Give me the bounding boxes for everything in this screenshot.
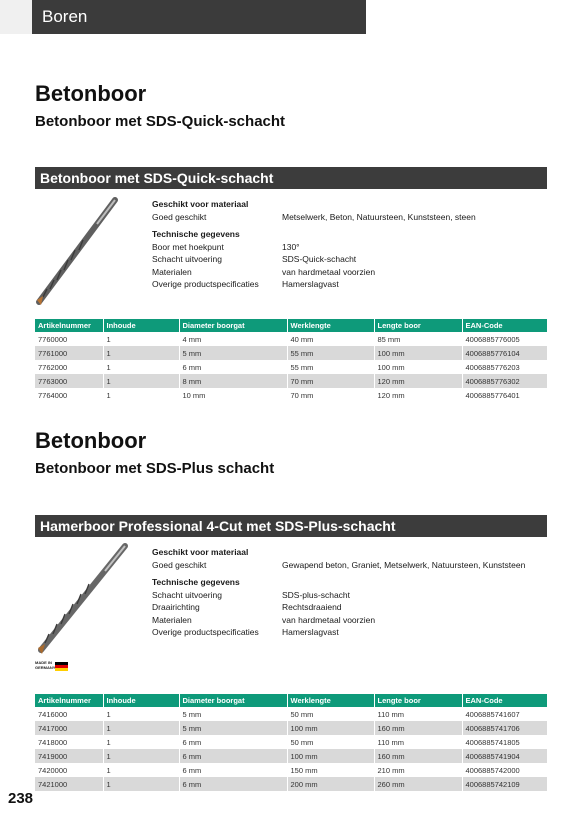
cell-article: 7764000 — [35, 388, 103, 402]
cell-article: 7761000 — [35, 346, 103, 360]
cell-diameter: 6 mm — [179, 777, 287, 791]
cell-drill-length: 210 mm — [374, 763, 462, 777]
cell-diameter: 8 mm — [179, 374, 287, 388]
col-header-contents: Inhoude — [103, 319, 179, 332]
table-row — [35, 346, 547, 360]
spec-key: Overige productspecificaties — [152, 279, 259, 289]
cell-contents: 1 — [103, 735, 179, 749]
spec-row — [152, 601, 552, 614]
cell-diameter: 5 mm — [179, 707, 287, 721]
spec-key: Schacht uitvoering — [152, 254, 222, 264]
made-in-text: MADE IN — [35, 660, 52, 665]
spec-value: Hamerslagvast — [282, 279, 339, 289]
section1-title: Betonboor — [35, 81, 147, 106]
table-row — [35, 332, 547, 346]
cell-ean: 4006885741706 — [462, 721, 547, 735]
cell-article: 7763000 — [35, 374, 103, 388]
spec-value: SDS-plus-schacht — [282, 589, 351, 600]
cell-drill-length: 110 mm — [374, 707, 462, 721]
section2-specs — [152, 546, 552, 639]
spec-row — [152, 278, 552, 291]
cell-drill-length: 120 mm — [374, 374, 462, 388]
cell-contents: 1 — [103, 388, 179, 402]
cell-article: 7417000 — [35, 721, 103, 735]
drill-bit-image — [35, 192, 147, 310]
spec-row — [152, 253, 552, 266]
cell-contents: 1 — [103, 749, 179, 763]
spec-row — [152, 614, 552, 627]
cell-article: 7762000 — [35, 360, 103, 374]
spec-row — [152, 241, 552, 254]
section2-article-table — [35, 694, 547, 791]
spec-value: Hamerslagvast — [282, 627, 339, 637]
cell-drill-length: 160 mm — [374, 749, 462, 763]
table-row — [35, 749, 547, 763]
spec-key: Overige productspecificaties — [152, 627, 259, 637]
german-flag-icon — [55, 662, 68, 671]
section1-subtitle: Betonboor met SDS-Quick-schacht — [35, 113, 286, 130]
col-header-working-length: Werklengte — [287, 694, 374, 707]
cell-working-length: 150 mm — [287, 763, 374, 777]
col-header-diameter: Diameter boorgat — [179, 319, 287, 332]
table-header-row — [35, 694, 547, 707]
tech-heading: Technische gegevens — [152, 576, 240, 587]
spec-row — [152, 211, 552, 224]
cell-contents: 1 — [103, 763, 179, 777]
table-row — [35, 721, 547, 735]
cell-drill-length: 120 mm — [374, 388, 462, 402]
cell-contents: 1 — [103, 777, 179, 791]
spec-key: Materialen — [152, 614, 192, 625]
cell-contents: 1 — [103, 721, 179, 735]
cell-ean: 4006885742000 — [462, 763, 547, 777]
col-header-contents: Inhoude — [103, 694, 179, 707]
germany-text: GERMANY — [35, 664, 56, 670]
spec-key: Goed geschikt — [152, 212, 207, 222]
cell-contents: 1 — [103, 346, 179, 360]
cell-diameter: 6 mm — [179, 735, 287, 749]
cell-diameter: 10 mm — [179, 388, 287, 402]
cell-article: 7418000 — [35, 735, 103, 749]
spec-key: Boor met hoekpunt — [152, 241, 224, 252]
cell-ean: 4006885776203 — [462, 360, 547, 374]
cell-contents: 1 — [103, 374, 179, 388]
col-header-drill-length: Lengte boor — [374, 694, 462, 707]
spec-value: 130° — [282, 241, 300, 252]
spec-row — [152, 626, 552, 639]
cell-diameter: 5 mm — [179, 721, 287, 735]
cell-ean: 4006885776104 — [462, 346, 547, 360]
cell-drill-length: 110 mm — [374, 735, 462, 749]
cell-diameter: 6 mm — [179, 360, 287, 374]
cell-ean: 4006885776005 — [462, 332, 547, 346]
col-header-article: Artikelnummer — [35, 694, 103, 707]
section2-subtitle: Betonboor met SDS-Plus schacht — [35, 460, 275, 477]
col-header-working-length: Werklengte — [287, 319, 374, 332]
cell-article: 7421000 — [35, 777, 103, 791]
cell-contents: 1 — [103, 332, 179, 346]
section1-article-table — [35, 319, 547, 402]
section2-product-bar: Hamerboor Professional 4-Cut met SDS-Plus-schacht — [35, 515, 547, 537]
table-row — [35, 388, 547, 402]
cell-drill-length: 85 mm — [374, 332, 462, 346]
cell-drill-length: 160 mm — [374, 721, 462, 735]
table-row — [35, 374, 547, 388]
spec-value: van hardmetaal voorzien — [282, 266, 376, 277]
cell-diameter: 6 mm — [179, 763, 287, 777]
spec-row — [152, 266, 552, 279]
table-row — [35, 777, 547, 791]
spec-key: Materialen — [152, 266, 192, 277]
cell-diameter: 6 mm — [179, 749, 287, 763]
spec-row — [152, 559, 552, 572]
table-row — [35, 360, 547, 374]
cell-drill-length: 100 mm — [374, 360, 462, 374]
section2-title: Betonboor — [35, 428, 147, 453]
spec-value: Metselwerk, Beton, Natuursteen, Kunststeen, steen — [282, 212, 476, 222]
cell-working-length: 70 mm — [287, 374, 374, 388]
col-header-ean: EAN-Code — [462, 319, 547, 332]
page-number: 238 — [8, 790, 34, 807]
cell-ean: 4006885741904 — [462, 749, 547, 763]
cell-ean: 4006885776302 — [462, 374, 547, 388]
cell-ean: 4006885776401 — [462, 388, 547, 402]
cell-working-length: 55 mm — [287, 360, 374, 374]
table-header-row — [35, 319, 547, 332]
chapter-tab: Boren — [32, 0, 366, 34]
cell-drill-length: 260 mm — [374, 777, 462, 791]
col-header-ean: EAN-Code — [462, 694, 547, 707]
cell-contents: 1 — [103, 707, 179, 721]
cell-contents: 1 — [103, 360, 179, 374]
cell-working-length: 200 mm — [287, 777, 374, 791]
suitable-heading: Geschikt voor materiaal — [152, 547, 249, 557]
table-row — [35, 763, 547, 777]
spec-value: SDS-Quick-schacht — [282, 254, 357, 264]
table-row — [35, 735, 547, 749]
cell-diameter: 4 mm — [179, 332, 287, 346]
cell-working-length: 50 mm — [287, 735, 374, 749]
cell-working-length: 100 mm — [287, 749, 374, 763]
cell-ean: 4006885741805 — [462, 735, 547, 749]
cell-ean: 4006885742109 — [462, 777, 547, 791]
hammer-drill-bit-image — [35, 540, 147, 658]
cell-drill-length: 100 mm — [374, 346, 462, 360]
cell-working-length: 100 mm — [287, 721, 374, 735]
spec-key: Schacht uitvoering — [152, 589, 222, 600]
spec-value: Gewapend beton, Graniet, Metselwerk, Natuursteen, Kunststeen — [282, 560, 526, 570]
col-header-diameter: Diameter boorgat — [179, 694, 287, 707]
spec-key: Goed geschikt — [152, 560, 207, 570]
cell-article: 7416000 — [35, 707, 103, 721]
cell-article: 7760000 — [35, 332, 103, 346]
spec-value: van hardmetaal voorzien — [282, 614, 376, 625]
spec-row — [152, 589, 552, 602]
cell-article: 7420000 — [35, 763, 103, 777]
suitable-heading: Geschikt voor materiaal — [152, 199, 249, 209]
table-row — [35, 707, 547, 721]
cell-ean: 4006885741607 — [462, 707, 547, 721]
spec-key: Draairichting — [152, 602, 200, 612]
cell-working-length: 50 mm — [287, 707, 374, 721]
cell-working-length: 40 mm — [287, 332, 374, 346]
cell-working-length: 55 mm — [287, 346, 374, 360]
cell-article: 7419000 — [35, 749, 103, 763]
section1-specs — [152, 198, 552, 291]
cell-diameter: 5 mm — [179, 346, 287, 360]
col-header-drill-length: Lengte boor — [374, 319, 462, 332]
section1-product-bar: Betonboor met SDS-Quick-schacht — [35, 167, 547, 189]
cell-working-length: 70 mm — [287, 388, 374, 402]
tech-heading: Technische gegevens — [152, 228, 240, 239]
made-in-germany-badge — [35, 661, 57, 670]
spec-value: Rechtsdraaiend — [282, 602, 342, 612]
col-header-article: Artikelnummer — [35, 319, 103, 332]
